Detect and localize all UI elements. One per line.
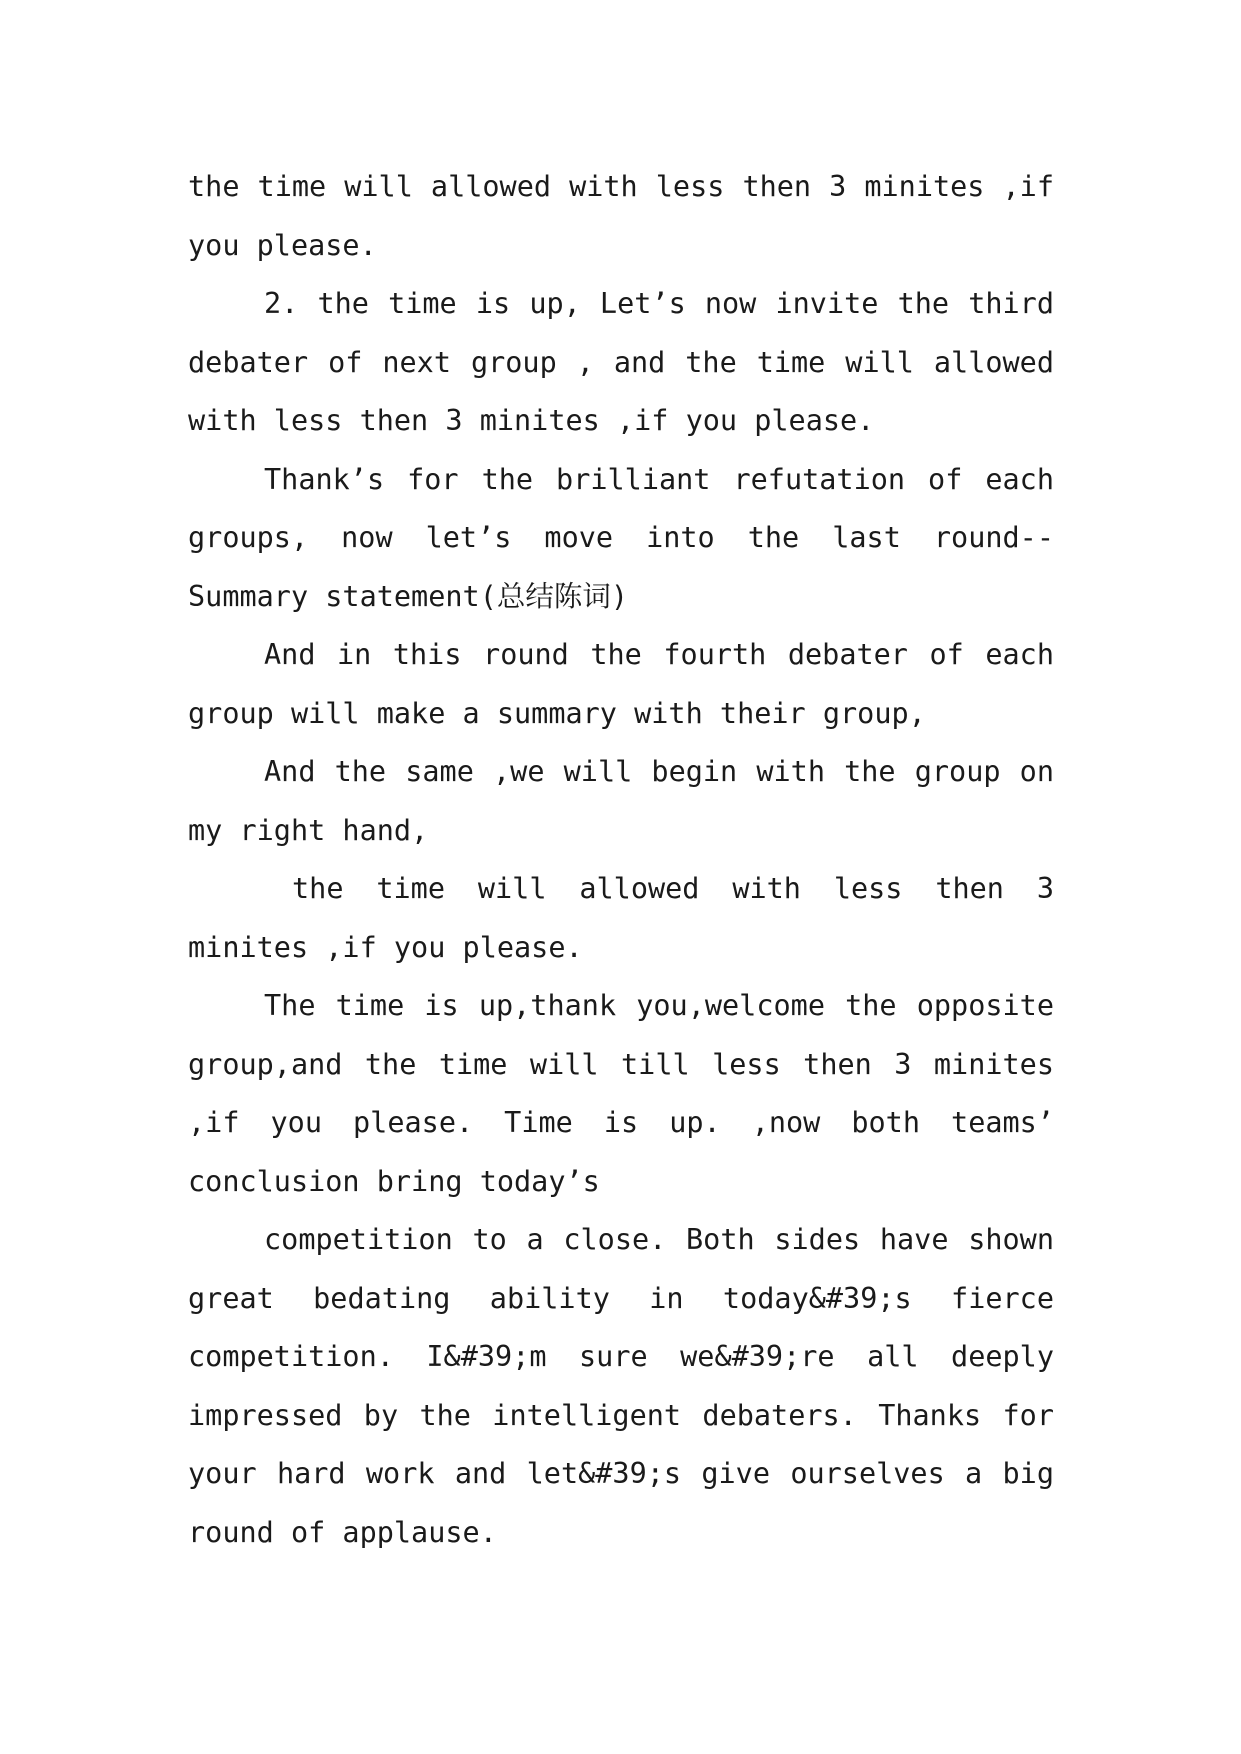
paragraph-last-round: Thank’s for the brilliant refutation of each groups, now let’s move into the last round--Summary statement(总结陈词) <box>188 462 1054 613</box>
paragraph-fourth-debater: And in this round the fourth debater of each group will make a summary with their group, <box>188 638 1054 730</box>
paragraph-opposite-group: The time is up,thank you,welcome the opposite group,and the time will till less then 3 minites ,if you please. Time is up. ,now both teams’ conclusion bring today’s <box>188 989 1054 1198</box>
paragraph-third-debater: 2. the time is up, Let’s now invite the third debater of next group , and the time will allowed with less then 3 minites ,if you please. <box>188 287 1054 437</box>
document-page <box>188 158 1054 1562</box>
paragraph-closing: competition to a close. Both sides have shown great bedating ability in today&#39;s fierce competition. I&#39;m sure we&#39;re all deeply impressed by the intelligent debaters. Thanks for your hard work and let&#39;s give ourselves a big round of applause. <box>188 1223 1054 1549</box>
paragraph-right-hand: And the same ,we will begin with the group on my right hand, <box>188 755 1054 847</box>
paragraph-time-allowed: the time will allowed with less then 3 minites ,if you please. <box>188 170 1054 262</box>
paragraph-time-limit: the time will allowed with less then 3 minites ,if you please. <box>188 872 1054 964</box>
